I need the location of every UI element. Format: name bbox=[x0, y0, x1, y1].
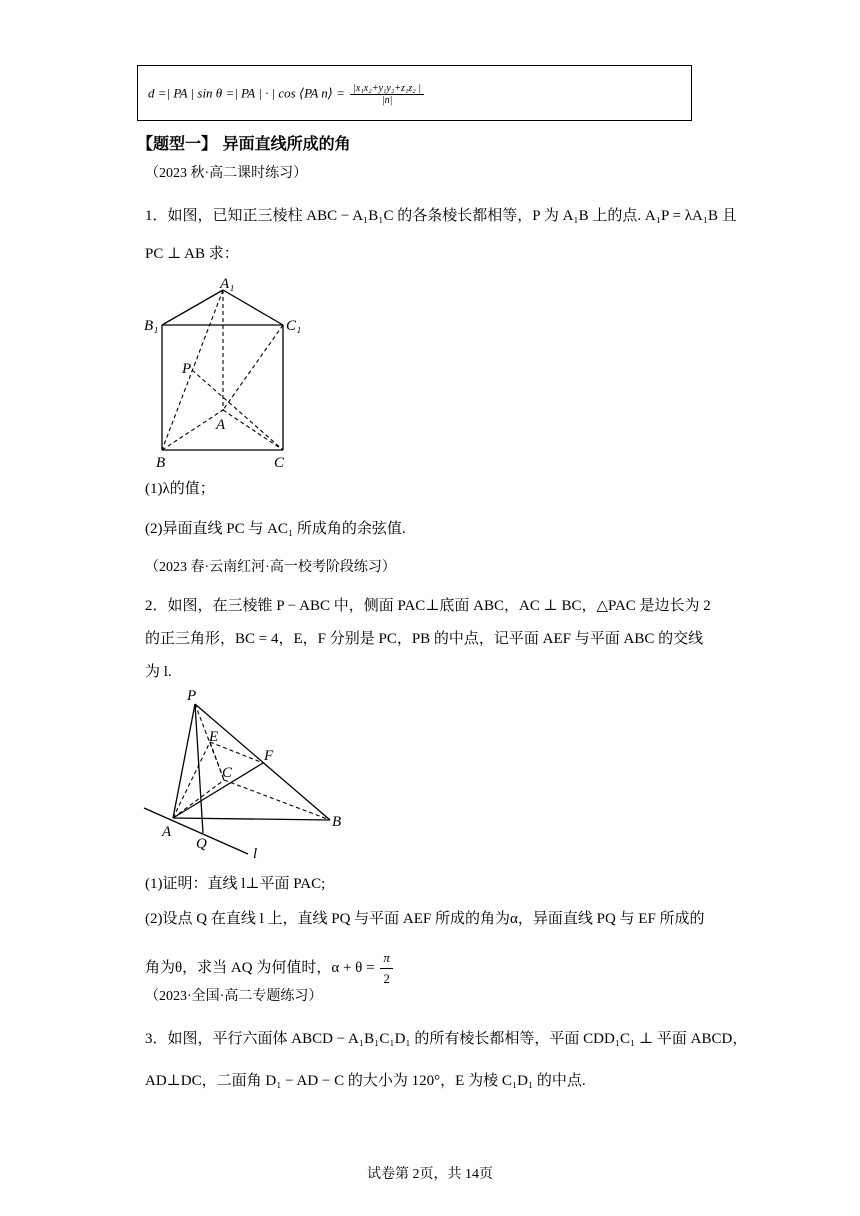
q2-part2-line2 bbox=[145, 948, 393, 989]
q1-prism-figure bbox=[140, 272, 310, 472]
q3-source: （2023·全国·高二专题练习） bbox=[145, 989, 323, 1004]
label-l: l bbox=[253, 846, 258, 862]
label-a1: A₁ bbox=[220, 276, 235, 292]
q2-line2: 的正三角形，BC = 4，E，F 分别是 PC，PB 的中点，记平面 AEF 与平面 ABC 的交线 bbox=[145, 631, 704, 647]
formula-numerator: |x₁x₂+y₁y₂+z₁z₂ | bbox=[350, 83, 424, 95]
label-p: P bbox=[187, 688, 197, 704]
q2-part1: (1)证明：直线 l⊥平面 PAC; bbox=[145, 876, 326, 892]
q1-part2: (2)异面直线 PC 与 AC₁ 所成角的余弦值. bbox=[145, 521, 406, 537]
edge-pq bbox=[195, 704, 203, 833]
edge-ef bbox=[210, 742, 263, 763]
page-footer: 试卷第 2页，共 14页 bbox=[367, 1167, 493, 1182]
label-b: B bbox=[332, 814, 342, 830]
q1-line1: 1．如图，已知正三棱柱 ABC − A₁B₁C 的各条棱长都相等，P 为 A₁B 上的点. A₁P = λA₁B 且 bbox=[145, 208, 737, 224]
q2-line1: 2．如图，在三棱锥 P − ABC 中，侧面 PAC⊥底面 ABC，AC ⊥ BC，△PAC 是边长为 2 bbox=[145, 598, 711, 614]
frac-numerator: π bbox=[380, 948, 393, 969]
edge-pa bbox=[173, 704, 195, 818]
q1-source: （2023 秋·高二课时练习） bbox=[145, 166, 308, 181]
frac-denominator: 2 bbox=[383, 971, 390, 986]
edge-cb bbox=[224, 780, 330, 820]
edge-b1a1 bbox=[162, 290, 223, 325]
formula-fraction bbox=[350, 83, 424, 106]
label-p: P bbox=[182, 361, 192, 377]
q3-line2: AD⊥DC，二面角 D₁ − AD − C 的大小为 120°，E 为棱 C₁D₁ 的中点. bbox=[145, 1073, 586, 1089]
edge-c1a bbox=[223, 325, 283, 410]
label-e: E bbox=[209, 729, 219, 745]
formula-denominator: |n| bbox=[381, 95, 393, 106]
label-c: C bbox=[222, 765, 233, 781]
edge-ba bbox=[162, 410, 223, 450]
label-c: C bbox=[274, 455, 285, 471]
label-c1: C₁ bbox=[286, 318, 302, 334]
edge-pb bbox=[195, 704, 330, 820]
distance-formula bbox=[148, 83, 424, 106]
q2-source: （2023 春·云南红河·高一校考阶段练习） bbox=[145, 560, 396, 575]
label-f: F bbox=[264, 748, 274, 764]
q2-pyramid-figure bbox=[140, 686, 370, 866]
section-heading: 【题型一】 异面直线所成的角 bbox=[137, 134, 351, 153]
q1-line2: PC ⊥ AB 求： bbox=[145, 246, 239, 262]
q2-line3: 为 l. bbox=[145, 664, 172, 680]
edge-ac bbox=[223, 410, 283, 450]
label-a: A bbox=[162, 824, 172, 840]
pi-over-2-fraction bbox=[380, 948, 393, 989]
label-a: A bbox=[216, 417, 226, 433]
label-q: Q bbox=[196, 836, 207, 852]
formula-lhs: d =| PA | sin θ =| PA | · | cos ⟨PA n⟩ = bbox=[148, 85, 345, 101]
edge-a1c1 bbox=[223, 290, 283, 325]
label-b: B bbox=[156, 455, 166, 471]
edge-ab bbox=[173, 818, 330, 820]
edge-ac bbox=[173, 780, 224, 818]
q3-line1: 3．如图，平行六面体 ABCD − A₁B₁C₁D₁ 的所有棱长都相等，平面 CDD₁C₁ ⊥ 平面 ABCD， bbox=[145, 1031, 748, 1047]
edge-pc bbox=[192, 370, 283, 450]
q1-part1: (1)λ的值； bbox=[145, 481, 215, 497]
label-b1: B₁ bbox=[144, 318, 159, 334]
q2-part2-text: 角为θ，求当 AQ 为何值时，α + θ = bbox=[145, 959, 375, 976]
q2-part2-line1: (2)设点 Q 在直线 l 上，直线 PQ 与平面 AEF 所成的角为α，异面直线 PQ 与 EF 所成的 bbox=[145, 911, 705, 927]
